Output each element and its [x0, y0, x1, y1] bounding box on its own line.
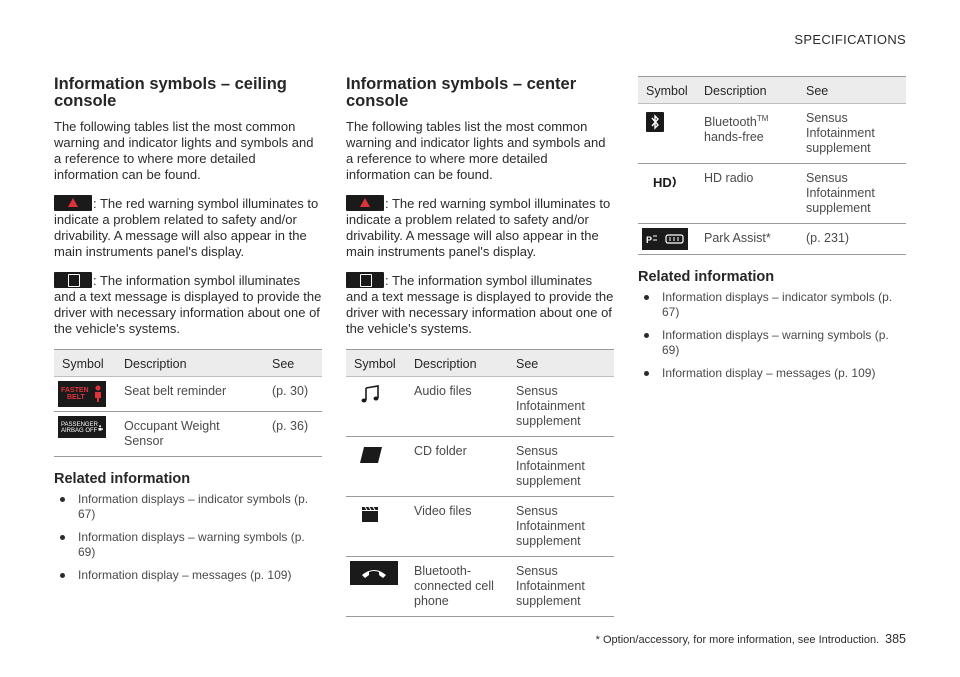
center-warning-paragraph [346, 195, 614, 260]
related-link[interactable]: Information displays – warning symbols (p. 69) [638, 328, 906, 358]
ceiling-intro: The following tables list the most common warning and indicator lights and symbols and a reference to where more detailed information can be found. [54, 119, 314, 182]
ceiling-info-text: : The information symbol illuminates and a text message is displayed to provide the driver with necessary information about one of the vehicle's systems. [54, 273, 322, 336]
table-row [346, 377, 614, 437]
table-row [638, 164, 906, 224]
center-symbol-table [346, 349, 614, 617]
row-description: Audio files [406, 377, 508, 437]
center-info-paragraph [346, 272, 614, 337]
related-links-list [638, 290, 906, 381]
row-description: Seat belt reminder [116, 377, 264, 412]
table-row [346, 497, 614, 557]
footnote-text: * Option/accessory, for more information, see Introduction. [595, 634, 880, 646]
row-see: Sensus Infotainment supplement [508, 557, 614, 617]
row-see: Sensus Infotainment supplement [798, 104, 906, 164]
ceiling-symbol-table [54, 349, 322, 457]
row-description: CD folder [406, 437, 508, 497]
table-row [346, 557, 614, 617]
table-row [54, 377, 322, 412]
row-see: (p. 30) [264, 377, 322, 412]
related-information-title: Related information [54, 471, 191, 487]
red-warning-icon [346, 195, 384, 211]
table-header-see: See [264, 350, 322, 377]
svg-text:P: P [646, 235, 653, 245]
center-title: Information symbols – center console [346, 75, 577, 110]
related-link[interactable]: Information displays – warning symbols (p. 69) [54, 530, 322, 560]
ceiling-console-section [54, 76, 322, 591]
table-row [54, 412, 322, 457]
table-header-description: Description [696, 77, 798, 104]
park-assist-icon [642, 228, 688, 250]
red-warning-icon [54, 195, 92, 211]
cd-folder-icon [360, 445, 390, 465]
airbag-person-icon [98, 422, 103, 434]
center-info-text: : The information symbol illuminates and a text message is displayed to provide the driver with necessary information about one of the vehicle's systems. [346, 273, 614, 336]
section-header: SPECIFICATIONS [794, 32, 906, 47]
table-header-symbol: Symbol [346, 350, 406, 377]
row-description: Bluetooth-connected cell phone [406, 557, 508, 617]
table-row [638, 104, 906, 164]
row-description: Video files [406, 497, 508, 557]
ceiling-title: Information symbols – ceiling console [54, 75, 287, 110]
hd-radio-icon [652, 172, 682, 192]
ceiling-warning-text: : The red warning symbol illuminates to indicate a problem related to safety and/or drivability. A message will also appear in the main instruments panel's display. [54, 196, 319, 259]
table-header-description: Description [116, 350, 264, 377]
ceiling-warning-paragraph [54, 195, 322, 260]
related-information-title: Related information [638, 269, 775, 285]
center-console-section [346, 76, 614, 617]
row-see: Sensus Infotainment supplement [798, 164, 906, 224]
row-see: (p. 231) [798, 224, 906, 255]
ceiling-info-paragraph [54, 272, 322, 337]
continued-table-section [638, 76, 906, 389]
table-header-symbol: Symbol [54, 350, 116, 377]
music-note-icon [360, 385, 390, 405]
row-description: Park Assist* [696, 224, 798, 255]
center-warning-text: : The red warning symbol illuminates to indicate a problem related to safety and/or drivability. A message will also appear in the main instruments panel's display. [346, 196, 611, 259]
bluetooth-icon [646, 112, 676, 132]
table-header-see: See [508, 350, 614, 377]
row-description: Bluetooth™ hands-free [696, 104, 798, 164]
row-see: Sensus Infotainment supplement [508, 377, 614, 437]
seat-occupant-icon [93, 385, 103, 403]
row-description: Occupant Weight Sensor [116, 412, 264, 457]
table-header-see: See [798, 77, 906, 104]
fasten-belt-icon: FASTEN BELT [58, 381, 106, 407]
center-intro: The following tables list the most common warning and indicator lights and symbols and a reference to where more detailed information can be found. [346, 119, 606, 182]
continued-symbol-table [638, 76, 906, 255]
table-header-symbol: Symbol [638, 77, 696, 104]
information-icon [54, 272, 92, 288]
passenger-airbag-off-icon: PASSENGER AIRBAG OFF [58, 416, 106, 438]
svg-text:HD: HD [653, 175, 672, 190]
related-links-list [54, 492, 322, 583]
clapperboard-icon [360, 505, 390, 525]
information-icon [346, 272, 384, 288]
related-link[interactable]: Information display – messages (p. 109) [54, 568, 322, 583]
related-link[interactable]: Information displays – indicator symbols (p. 67) [638, 290, 906, 320]
table-header-description: Description [406, 350, 508, 377]
page-footer [596, 632, 906, 646]
related-link[interactable]: Information displays – indicator symbols (p. 67) [54, 492, 322, 522]
page-number: 385 [885, 632, 906, 646]
table-row [346, 437, 614, 497]
row-see: Sensus Infotainment supplement [508, 437, 614, 497]
table-row [638, 224, 906, 255]
row-see: Sensus Infotainment supplement [508, 497, 614, 557]
row-description: HD radio [696, 164, 798, 224]
related-link[interactable]: Information display – messages (p. 109) [638, 366, 906, 381]
row-see: (p. 36) [264, 412, 322, 457]
phone-handset-icon [350, 561, 398, 585]
